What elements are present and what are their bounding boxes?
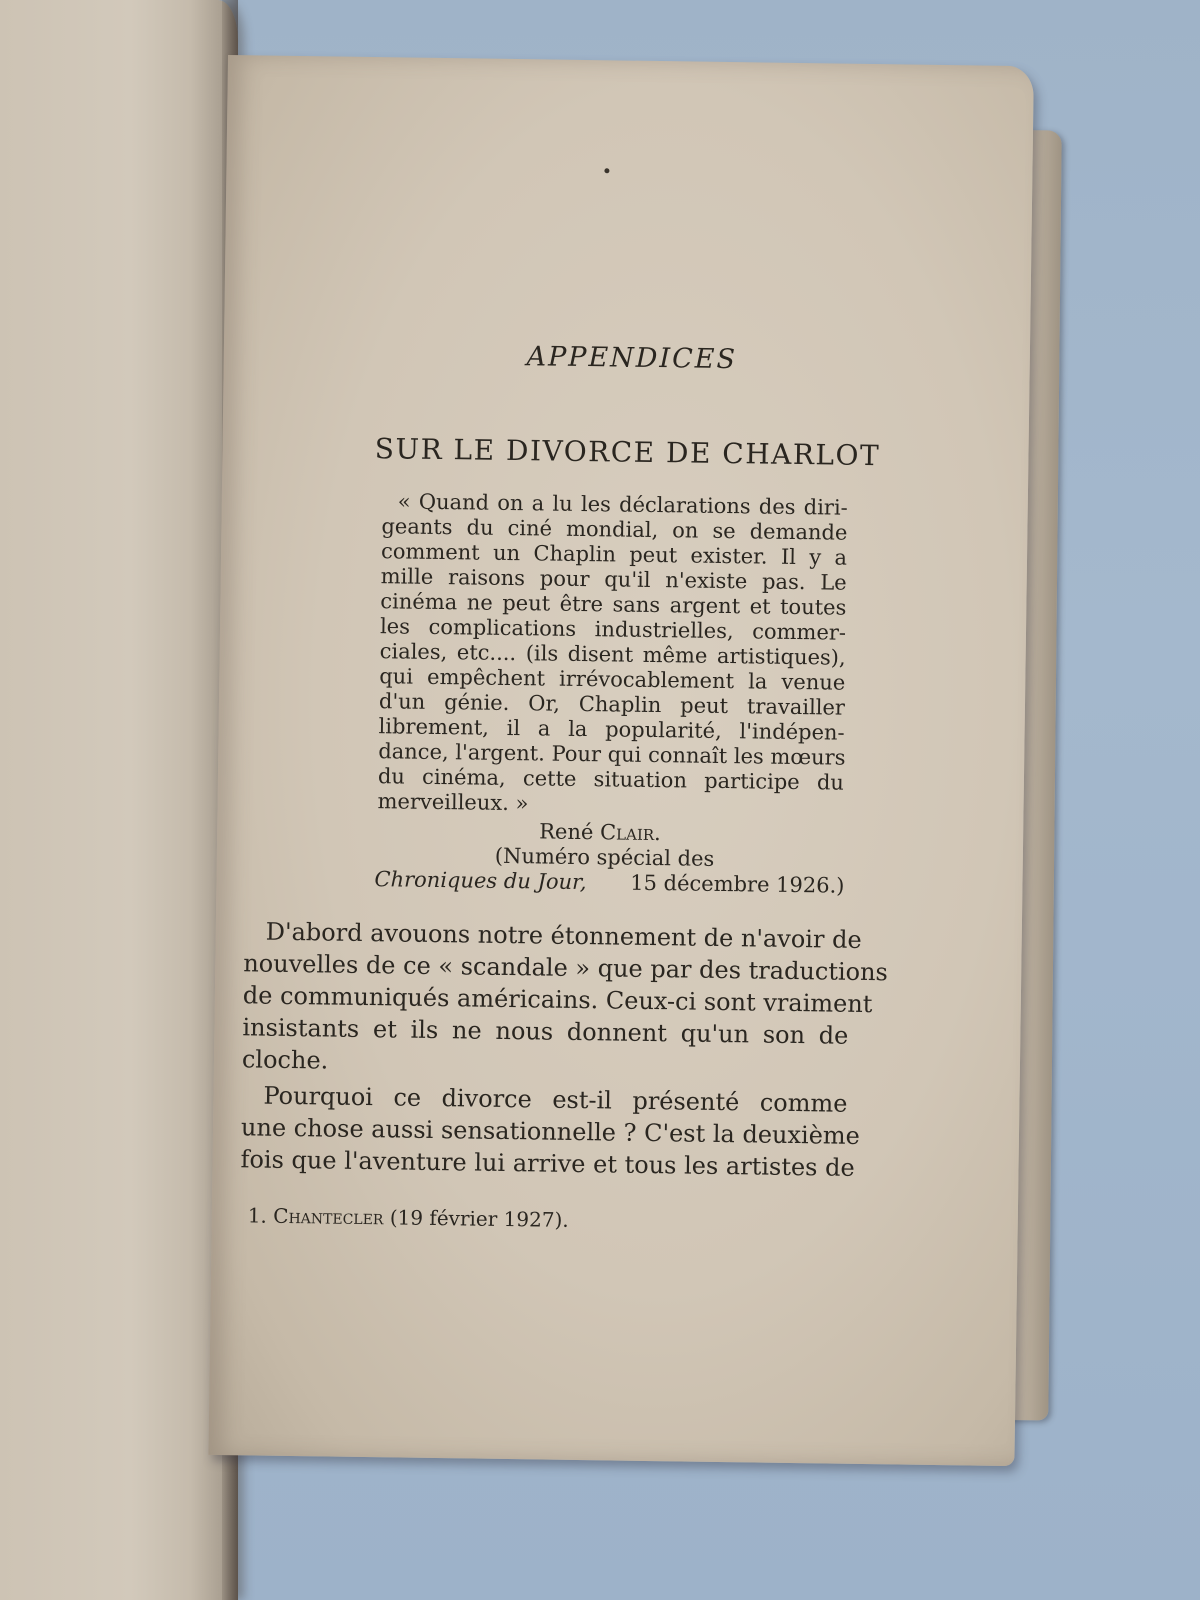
epigraph-line: librement, il a la popularité, l'indépen- — [378, 714, 845, 745]
epigraph-line: ciales, etc.... (ils disent même artistiques), — [379, 639, 846, 670]
epigraph-line: merveilleux. » — [377, 789, 529, 816]
epigraph-line: « Quand on a lu les déclarations des diri- — [397, 489, 848, 520]
source-date: 15 décembre 1926.) — [630, 870, 845, 898]
body-line: D'abord avouons notre étonnement de n'avoir de — [265, 917, 862, 954]
footnote-number: 1. — [247, 1203, 268, 1228]
epigraph-line: dance, l'argent. Pour qui connaît les mœurs — [378, 739, 846, 770]
body-line: nouvelles de ce « scandale » que par des traductions — [243, 949, 889, 987]
body-line: Pourquoi ce divorce est-il présenté comme — [263, 1081, 848, 1118]
source-title: Chroniques du Jour, — [374, 867, 587, 895]
author-last-name: Clair. — [599, 820, 662, 846]
epigraph-source — [374, 867, 844, 899]
epigraph-source-open: (Numéro spécial des — [494, 843, 715, 871]
footnote-date: (19 février 1927). — [389, 1205, 569, 1232]
page-mark — [604, 168, 609, 173]
running-head: APPENDICES — [526, 341, 738, 376]
body-line: fois que l'aventure lui arrive et tous les artistes de — [240, 1145, 855, 1182]
epigraph-line: comment un Chaplin peut exister. Il y a — [380, 539, 848, 570]
epigraph-line: cinéma ne peut être sans argent et toutes — [380, 589, 847, 620]
body-text — [240, 915, 889, 1183]
footnote — [248, 1203, 569, 1231]
epigraph-line: mille raisons pour qu'il n'existe pas. Le — [380, 564, 847, 595]
body-line: cloche. — [241, 1045, 329, 1075]
chapter-title: SUR LE DIVORCE DE CHARLOT — [374, 432, 881, 473]
body-line: insistants et ils ne nous donnent qu'un son de — [242, 1013, 849, 1050]
author-first-name: René — [539, 819, 594, 845]
body-line: une chose aussi sensationnelle ? C'est la deuxième — [240, 1113, 861, 1150]
epigraph-quote — [377, 489, 847, 820]
epigraph-line: du cinéma, cette situation participe du — [377, 764, 845, 795]
epigraph-author — [539, 819, 661, 846]
epigraph-line: qui empêchent irrévocablement la venue — [379, 664, 846, 695]
body-line: de communiqués américains. Ceux-ci sont vraiment — [242, 981, 873, 1019]
footnote-name: Chantecler — [273, 1203, 384, 1230]
epigraph-line: d'un génie. Or, Chaplin peut travailler — [378, 689, 846, 720]
epigraph-line: geants du ciné mondial, on se demande — [381, 514, 848, 545]
book-page — [208, 55, 1033, 1466]
epigraph-line: les complications industrielles, commer- — [379, 614, 847, 645]
left-page — [0, 0, 238, 1600]
